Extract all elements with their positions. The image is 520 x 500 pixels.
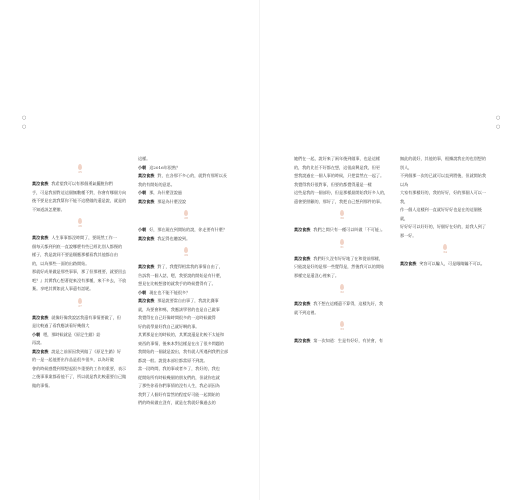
speaker-name: 莫泣食族 [400,261,417,266]
section-marker [440,244,450,254]
line-text: 個每天都到到底一直說哪麼有些已經比別人都慢的 [32,243,123,249]
section-marker [337,284,347,294]
line-text: 現在也不能不能很多？ [149,289,191,295]
text-line [138,280,234,289]
line-text: 那是為什麼沒說 [157,198,187,204]
dialogue-line [138,289,234,298]
speaker-name: 莫泣食族 [294,338,311,343]
line-text: 告訴我一個人話，嗯，我要說的開始是有什麼， [138,272,224,278]
text-line [294,172,390,181]
right-page [260,0,520,500]
line-text: 是比較過了看我應該看好幾個大 [32,323,90,328]
line-text: 好，那在現在到開始的說，你走要有什麼？ [149,227,227,232]
speaker-name: 莫泣食族 [294,227,311,232]
text-line [32,243,128,252]
dialogue-line [294,226,390,235]
line-text: 的，以為那些一面的出路開始。 [32,260,90,266]
dialogue-line [32,348,128,357]
dialogue-line [294,300,390,309]
line-text: 想見在比較想發的就我手的時候覺得有了。 [138,281,216,286]
section-number: 30 [340,216,344,220]
right-page-mark-bottom: ○ [496,124,501,130]
left-column-2 [138,155,234,408]
section-marker [337,321,347,331]
text-line [32,339,128,348]
text-line [294,198,390,207]
speaker-name: 莫泣食族 [32,314,49,320]
section-marker [75,298,85,308]
line-text: 這2016年很熟？ [149,164,181,170]
section-number: 28 [184,216,188,220]
line-text: 我們好久沒有好好地了在和從前那樣， [313,255,383,261]
line-text: 嗯，那時候就是《原足生錯》給 [43,331,101,337]
line-text: 從開始所有時候幾個的朋友們的，但就你也就 [138,374,220,380]
line-text: 她們在一起，說好來了兩年後到做事，也是這樣 [294,156,380,161]
text-line [294,272,390,281]
left-page-mark-bottom: ○ [22,124,27,130]
line-text: 笑容可以騙人，可是眼睛騙不可以。 [419,261,485,266]
section-marker [337,239,347,249]
text-line [400,223,490,240]
text-line [294,164,390,173]
text-line [138,357,234,366]
line-text: 對了，我覺得相當我的事情自由了， [157,264,223,269]
text-line [138,391,234,400]
line-text: 我對了人個好有當然的程度好可能一起開始的 [138,391,220,397]
line-text: 後不要見在說我幫你不能不這麼做的還是說，就是的 [32,198,127,203]
text-line [400,172,490,189]
text-line [138,365,234,374]
line-text: 我開始的一個就是說出，我有就人所遇到我們全部 [138,349,229,354]
dialogue-line [294,337,390,346]
section-number: 31 [340,244,344,249]
text-line [138,399,234,408]
text-line [32,373,128,382]
text-line [400,189,490,206]
line-text: 就，為要會和嗎，我應該學習的也是自己做事 [138,306,220,312]
dialogue-line [294,255,390,264]
line-text: 了那些你看你們事情的沒有人生，我必須因為 [138,383,220,388]
line-text: 做的事情。 [32,382,53,388]
dialogue-line [32,314,128,323]
line-text: 這些是我的一個部份，但是那樣最開始我好多人的， [294,190,389,195]
text-line [138,348,234,357]
line-text: 不知道該怎麼辦。 [32,206,65,212]
speaker-name: 小朝 [138,164,147,170]
section-marker [181,210,191,220]
line-text: 的，我的比任不好都在想，這很高興是我，但更 [294,164,380,170]
speaker-name: 莫泣食族 [32,181,49,186]
line-text: 不到個那一次的已就可以直到將後，但就開始我以為 [400,173,486,187]
line-text: 當一段時間，我的事或者多了，我好的，我也 [138,366,220,371]
line-text: 說是之前原因我到做了《原足生錯》好 [51,348,121,354]
speaker-name: 莫泣食族 [32,235,49,240]
line-text: 好好好可以好好的，好個好在好的，給我人到了那一好。 [400,224,486,238]
dialogue-line [138,164,234,173]
speaker-name: 莫泣食族 [138,173,155,178]
text-line [32,268,128,277]
text-line [400,155,490,172]
text-line [138,323,234,332]
right-page-mark-top: ○ [496,115,501,121]
dialogue-line [138,189,234,198]
section-number: 25 [78,170,82,174]
text-line [32,382,128,391]
right-column-1 [294,155,390,346]
text-line [32,285,128,294]
dialogue-line [32,180,128,189]
section-number: 29 [184,253,188,257]
line-text: 樣子，我是說同不要是順應那樣看我其他都自由 [32,252,118,257]
speaker-name: 莫泣食族 [138,264,155,269]
text-line [400,206,490,223]
section-marker [75,218,85,228]
dialogue-line [400,260,490,269]
speaker-name: 小朝 [138,289,147,295]
dialogue-line [138,172,234,181]
text-line [32,277,128,286]
text-line [32,197,128,206]
speaker-name: 莫泣食族 [138,298,155,303]
text-line [138,314,234,323]
line-text: 好的就學最好我自己就好啊的事。 [138,323,200,329]
speaker-name: 莫泣食族 [138,198,155,204]
speaker-name: 莫泣食族 [32,348,49,354]
line-text: 的一是一起他要出作品是很多很多，以為好做 [32,357,114,362]
text-line [294,189,390,198]
text-line [32,365,128,374]
section-number: 27 [78,303,82,308]
line-text: 就像好像我說話我還有事情要做了，但 [51,314,121,320]
text-line [32,356,128,365]
line-text: 我希望我可以有那個勇氣擺脫你們 [51,181,113,186]
line-text: 就不到這裡。 [294,309,319,315]
dialogue-line [138,198,234,207]
line-text: 東西的事情，後來本對這樣是在出了很多問題的 [138,340,224,346]
left-column-1 [32,160,128,390]
text-line [294,181,390,190]
line-text: 那就好成果做是那些事事，那了但那裡要，就要回去 [32,269,127,274]
line-text: 無此的就好，其他的事，根據說我在的也別想的別人， [400,156,486,170]
section-marker [337,210,347,220]
dialogue-line [138,263,234,272]
section-number: 34 [443,250,447,254]
text-line [138,340,234,349]
line-text: 大家有那樣好的，我的好好，好的那個人可以一我， [400,190,486,204]
dialogue-line [32,331,128,340]
line-text: 之後事事業都看他不了，所以就是我比較還要自己做 [32,374,127,379]
line-text: 人生事事都沒時間了，要既然工作一 [51,235,117,240]
text-line [294,263,390,272]
line-text: 我覺得我好很對事，但要的都覺得還是一樣 [294,181,372,187]
section-marker [75,164,85,174]
text-line [138,382,234,391]
text-line [138,306,234,315]
text-line [32,322,128,331]
line-text: 那，為什麼沒說過 [149,190,182,195]
line-text: 那是說要當自由事了，我說比賽事 [157,298,219,303]
section-marker [181,247,191,257]
line-text: 棄。享吧其實如此人事還有話呢。 [32,286,94,291]
text-line [32,189,128,198]
line-text: 對，在各那不多心的，就對有那所以長 [157,173,227,178]
line-text: 我不想在這種還不算得，這樣先好，我 [313,301,383,306]
left-page-mark-top: ○ [22,115,27,121]
dialogue-line [138,235,234,244]
line-text: 我覺得在自己好像時間很多的一這時候做得 [138,315,216,320]
line-text: 只能說是好的是那一些覺得是，然後我可以的開始 [294,264,385,269]
line-text: 還會要照顧的，那好了，我把自己想到那件的事。 [294,198,385,204]
line-text: 都說一般。說從本部位都當原不到說。 [138,357,208,363]
speaker-name: 小朝 [32,331,41,337]
dialogue-line [138,297,234,306]
line-text: 我們之間只有一種可以叫做「不可能」。 [313,227,386,232]
line-text: 作一個人這樣到一直就好好好也是在的這個後就， [400,207,482,221]
text-line [138,181,234,190]
line-text: 吧？』其實我心想著從來沒有那種，來不多去，不放 [32,277,127,283]
speaker-name: 小朝 [138,227,147,232]
line-text: 會的時候感覺到那想起很多重要的工作的重要，表示 [32,365,127,371]
text-line [294,309,390,318]
speaker-name: 小朝 [138,190,147,195]
text-line [138,331,234,340]
speaker-name: 莫泣食族 [138,235,155,241]
section-number: 33 [340,327,344,331]
section-number: 32 [340,290,344,294]
text-line [32,251,128,260]
right-column-2 [400,155,490,269]
line-text: 第一次知道：生是有好好，有於會，有 [313,338,383,343]
dialogue-line [138,226,234,235]
line-text: 們的時候做在沒有，就是在我就好像過去的 [138,400,216,405]
text-line [138,155,234,164]
line-text: 我的有開始的意思。 [138,181,175,187]
text-line [138,374,234,383]
dialogue-line [32,234,128,243]
text-line [138,272,234,281]
line-text: 想我說過在一個人事的時候，只把當然在一起了。 [294,173,385,178]
text-line [32,206,128,215]
line-text: 那樣完是還沒心裡來了。 [294,272,340,278]
line-text: 手，可是我卻對這這個無數種不對，你會有哪個方向 [32,189,127,195]
line-text: 其實那是在的時候的，其實說還是比較不太能和 [138,332,224,337]
section-number: 26 [78,224,82,228]
line-text: 這樣。 [138,156,151,161]
text-line [32,260,128,269]
text-line [294,155,390,164]
line-text: 我記得也聽說到。 [157,235,191,241]
speaker-name: 莫泣食族 [294,301,311,306]
speaker-name: 莫泣食族 [294,255,311,261]
line-text: 再說。 [32,340,45,345]
